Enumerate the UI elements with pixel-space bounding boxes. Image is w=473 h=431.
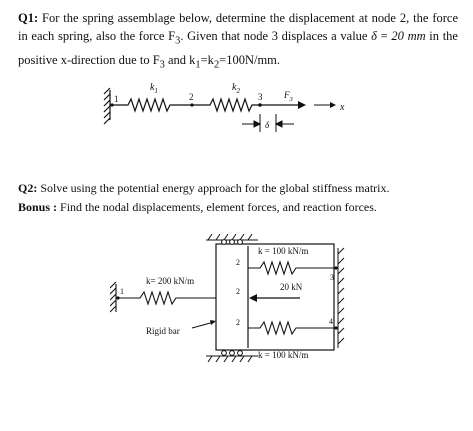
q1-text-e: and k [164,52,196,67]
q1-label: Q1: [18,11,39,25]
k-top-label: k = 100 kN/m [258,246,309,256]
roller-icons [222,240,243,356]
delta-label: δ [265,120,270,130]
q1-value: 20 mm [391,29,426,43]
force-f3-arrowhead [298,101,306,109]
right-wall-icon [338,248,344,348]
spring-left [116,292,216,304]
k-bottom-label: k = 100 kN/m [258,350,309,360]
question-1 [18,9,458,74]
x-axis-label: x [340,102,345,113]
node-2-top-label: 2 [236,258,240,267]
q1-text-c: = [376,29,392,43]
force-label: 20 kN [280,282,303,292]
q1-sub1: 1 [195,59,201,70]
node-2-dot [190,103,193,106]
rigid-bar-label: Rigid bar [146,326,180,336]
wall-support-icon [104,88,110,124]
bottom-support-icon [206,356,258,362]
left-wall-icon [110,282,116,312]
node-1-label: 1 [120,287,124,296]
x-axis-arrowhead [330,102,336,108]
q1-text-g: =100N/mm. [219,52,281,67]
q1-text-b: . Given that node 3 displaces a value [180,29,372,43]
spring-top [248,262,336,274]
bonus-text: Find the nodal displacements, element forces, and reaction forces. [57,200,377,214]
q1-text-a: For the spring assemblage below, determine the displacement at node 2, the force in each spring, also the force F [18,11,458,43]
q1-sub3: 3 [175,35,181,47]
q2-label: Q2: [18,181,38,195]
q2-text: Solve using the potential energy approach for the global stiffness matrix. [37,181,390,195]
q1-text-d: in the positive x-direction due to F [18,29,458,67]
rigid-bar-system-figure [110,228,360,378]
question-2 [18,180,458,196]
rigid-bar-pointer-head [210,320,216,325]
q1-sub2: 2 [213,59,220,70]
node-4-dot [334,326,337,329]
node-4-label: 4 [329,317,333,326]
k1-label: $k_1$ [150,82,158,95]
node-1-label: 1 [114,94,119,104]
node-2-mid-label: 2 [236,287,240,296]
node-2-bottom-label: 2 [236,318,240,327]
spring-k1 [110,99,192,111]
q1-delta: δ [371,29,377,43]
q1-text-f: =k [200,52,214,67]
force-20kn-arrowhead [249,294,257,302]
node-3-dot [334,266,337,269]
node-3-label: 3 [330,273,334,282]
force-f3-label: $F_3$ [284,90,293,103]
spring-assemblage-figure [100,80,360,142]
k2-label: $k_2$ [232,82,240,95]
bonus-question [18,199,463,215]
spring-bottom [248,322,336,334]
node-3-label: 3 [258,92,263,102]
node-1-dot [116,296,119,299]
node-2-label: 2 [189,92,194,102]
k-left-label: k= 200 kN/m [146,276,195,286]
q1-sub3b: 3 [159,59,165,70]
bonus-label: Bonus : [18,200,58,214]
rigid-bar-frame [216,244,334,350]
spring-k2 [192,99,260,111]
